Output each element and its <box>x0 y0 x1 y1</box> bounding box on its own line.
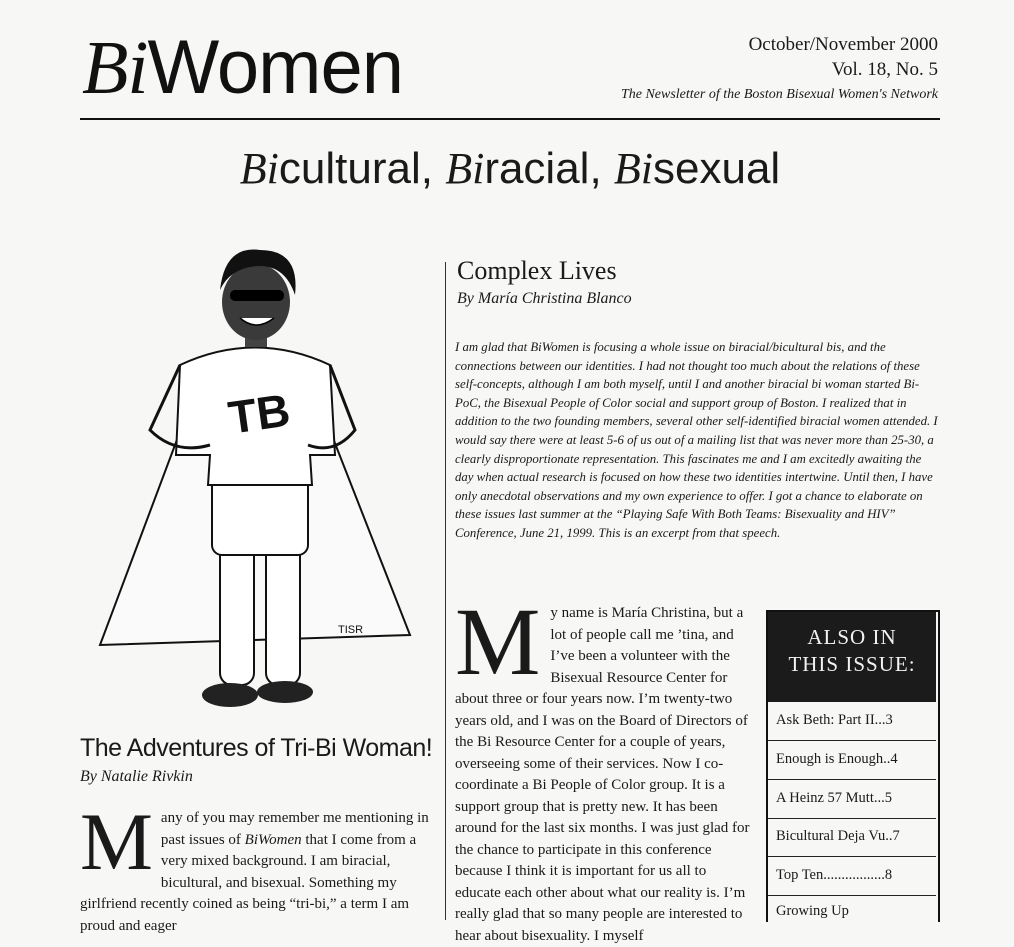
newsletter-tagline: The Newsletter of the Boston Bisexual Women's Network <box>620 87 938 102</box>
left-article-byline: By Natalie Rivkin <box>80 768 193 785</box>
contents-item: Bicultural Deja Vu..7 <box>776 828 900 844</box>
column-divider <box>445 262 446 920</box>
right-shoe <box>257 681 313 703</box>
headline-bi-3: Bi <box>613 144 654 193</box>
newsletter-logo <box>82 25 404 110</box>
issue-volume: Vol. 18, No. 5 <box>831 59 938 80</box>
shirt-logo: TB <box>225 383 294 444</box>
shorts <box>212 475 308 555</box>
contents-divider <box>768 856 936 857</box>
logo-bi: Bi <box>82 26 148 110</box>
headline-rest-3: sexual <box>653 144 781 193</box>
headline-rest-1: cultural, <box>278 144 446 193</box>
also-in-this-issue-heading <box>768 612 936 702</box>
left-body-part-2: that I come from a very mixed background. I am biracial, bicultural, and bisexual. Something my girlfriend recently coined as being “tri-bi,” a term I am proud and eager <box>80 831 417 934</box>
left-body-italic: BiWomen <box>244 831 302 848</box>
left-article-title: The Adventures of Tri-Bi Woman! <box>80 734 433 762</box>
contents-divider <box>768 895 936 896</box>
masthead-rule <box>80 118 940 120</box>
contents-item: Ask Beth: Part II...3 <box>776 712 893 728</box>
right-drop-cap: M <box>455 588 541 695</box>
right-body-text: y name is María Christina, but a lot of people call me ’tina, and I’ve been a volunteer with the Bisexual Resource Center for about three or four years now. I’m twenty-two years old, and I was on the Board of Directors of the Bi Resource Center for a couple of years, overseeing some of their services. Now I co-coordinate a Bi People of Color group. It is a support group that is pretty new. It has been around for the last six months. I was just glad for the chance to participate in this conference because I think it is important for us all to educate each other about what our reality is. I’m really glad that so many people are interested to hear about bisexuality. I myself <box>455 605 750 944</box>
headline-bi-1: Bi <box>239 144 279 193</box>
left-shoe <box>202 683 258 707</box>
sidebar-heading-line-1: ALSO IN <box>807 625 897 649</box>
left-drop-cap: M <box>80 796 153 887</box>
headline-bi-2: Bi <box>445 144 485 193</box>
contents-item: Growing Up <box>776 903 849 919</box>
face <box>222 264 290 340</box>
contents-divider <box>768 779 936 780</box>
issue-date: October/November 2000 <box>748 34 938 55</box>
right-article-byline: By María Christina Blanco <box>457 290 632 307</box>
tri-bi-woman-illustration <box>80 240 420 730</box>
right-leg <box>266 540 300 685</box>
sidebar-heading-line-2: THIS ISSUE: <box>788 652 916 676</box>
right-article-title: Complex Lives <box>457 256 617 285</box>
logo-women: Women <box>147 25 404 110</box>
contents-divider <box>768 740 936 741</box>
left-article-body <box>80 796 434 937</box>
contents-item: Enough is Enough..4 <box>776 751 898 767</box>
sunglasses <box>230 290 284 301</box>
contents-divider <box>768 818 936 819</box>
left-leg <box>220 540 254 685</box>
headline-rest-2: racial, <box>484 144 614 193</box>
right-article-body <box>455 588 755 947</box>
right-article-intro: I am glad that BiWomen is focusing a whole issue on biracial/bicultural bis, and the connections between our identities. I had not thought too much about the relations of these self-concepts, although I am both myself, until I and another biracial bi woman started Bi-PoC, the Bisexual People of Color social and support group of Boston. I realized that in addition to the two founding members, several other self-identified biracial women attended. I would say there were at least 5-6 of us out of a mailing list that was never more than 25-30, a clearly disproportionate representation. This fascinates me and I am excitedly awaiting the day when actual research is focused on how these two identities intertwine. Until then, I have only anecdotal observations and my own experience to offer. I got a chance to elaborate on these issues last summer at the “Playing Safe With Both Teams: Bisexuality and HIV” Conference, June 21, 1999. This is an excerpt from that speech. <box>455 340 938 540</box>
issue-headline <box>80 143 940 194</box>
left-body-part-1: any of you may remember me mentioning in past issues of <box>160 810 429 848</box>
artist-signature: TISR <box>338 624 364 636</box>
contents-item: A Heinz 57 Mutt...5 <box>776 790 892 806</box>
contents-item: Top Ten.................8 <box>776 867 893 883</box>
